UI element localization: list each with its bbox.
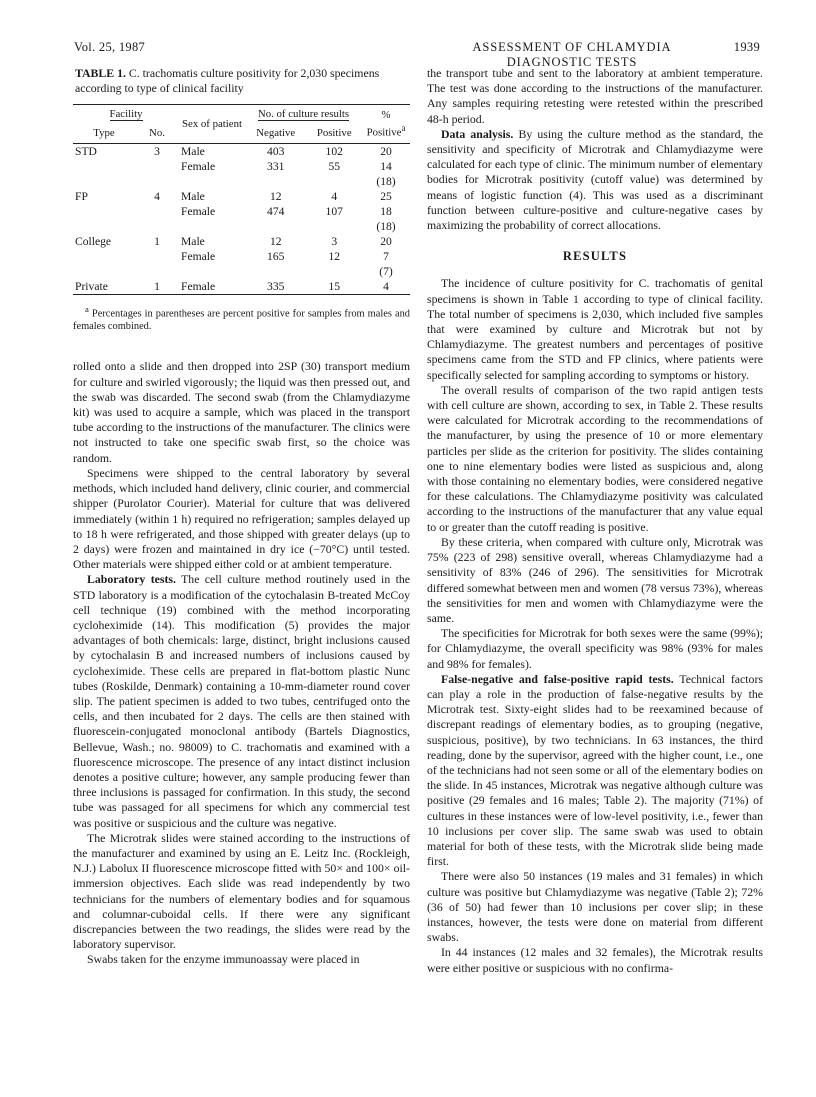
table1-cell-pct: 25 [380,190,392,203]
table1-cell-neg: 335 [267,280,285,293]
paragraph-results-incidence: The incidence of culture positivity for C. trachomatis of genital specimens is shown in Table 1 according to type of clinical facility. The total number of specimens is 2,030, which included five samples that were examined by culture and Microtrak but not by Chlamydiazyme. The greatest numbers and percentages of positive specimens came from the STD and FP clinics, where patients were specifically selected for sampling according to symptoms or history. [427,276,763,382]
table1-head-results: No. of culture results [257,108,350,120]
running-header-title: ASSESSMENT OF CHLAMYDIA DIAGNOSTIC TESTS [472,40,672,69]
table1-cell-no [135,204,179,219]
table1-cell-sex: Male [181,190,205,203]
table1 [73,104,410,295]
table1-cell-type [73,264,135,279]
table1-cell-sex: Female [181,205,216,218]
table1-cell-pos [306,174,362,189]
table1-cell-type: College [75,235,112,248]
table1-cell-no [135,174,179,189]
table1-cell-no [135,159,179,174]
paragraph-transport: the transport tube and sent to the laboratory at ambient temperature. The test was done according to the instructions of the manufacturer. Any samples requiring retesting were retested within the prescribed 48-h period. [427,66,763,126]
table1-row [73,264,410,279]
table1-head-no: No. [149,127,165,139]
table1-row [73,279,410,295]
paragraph-swab-procedure: rolled onto a slide and then dropped into 2SP (30) transport medium for culture and swirled vigorously; the liquid was then pressed out, and the swab was discarded. The second swab (from the Chlamydiazyme kit) was used to acquire a sample, which was placed in the transport tube according to the instructions of the manufacturer. The clinics were not instructed to take one specific swab first, so the choice was random. [73,359,410,465]
table1-cell-pos [306,219,362,234]
table1-head-positive: Positive [316,127,352,139]
table1-cell-no: 1 [154,280,160,293]
table1-cell-type [73,219,135,234]
table1-body [73,144,410,295]
table1-cell-sex: Female [181,280,216,293]
table1-footnote-mark: a [85,304,89,314]
table1-cell-neg: 403 [267,145,285,158]
table1-head-type: Type [93,127,115,139]
page-number: 1939 [733,40,760,54]
table1-cell-neg: 12 [269,190,282,203]
table1-cell-sex: Male [181,235,205,248]
table1-cell-type [73,249,135,264]
paragraph-data-analysis: Data analysis. By using the culture method as the standard, the sensitivity and specificity of Microtrak and Chlamydiazyme were calculated for each type of clinic. The minimum number of elementary bodies for Microtrak positivity (cutoff value) was determined by means of logistic function (4). This was used as a discriminant function between culture-positive and culture-negative cases by maximizing the probability of correct allocations. [427,126,763,233]
table1-cell-pos: 15 [328,280,341,293]
right-column [427,66,763,976]
table1-caption [75,66,408,96]
table1-cell-pos: 12 [328,250,341,263]
table1-head-facility: Facility [109,108,143,120]
table1-cell-sex [179,174,245,189]
left-column [73,66,410,968]
table1-cell-pct: (7) [379,265,393,278]
table1-cell-type [73,174,135,189]
table1-head-sex: Sex of patient [182,117,242,130]
paragraph-results-comparison: The overall results of comparison of the two rapid antigen tests with cell culture are shown, according to sex, in Table 2. These results were calculated for Microtrak according to the recommendations of the manufacturer, by using the presence of 10 or more elementary particles per slide as the criterion for positivity. The slides containing one to nine elementary bodies were listed as suspicious and, along with those containing no elementary bodies, were considered negative for these calculations. The Chlamydiazyme positivity was calculated according to the instructions of the manufacturer that any value equal to or greater than the cutoff reading is positive. [427,382,763,534]
table1-cell-sex: Female [181,250,216,263]
table1-cell-neg [245,219,306,234]
table1-cell-pct: 14 [380,160,392,173]
table1-cell-no [135,264,179,279]
table1-cell-neg: 165 [267,250,285,263]
section-heading-results: RESULTS [562,249,628,264]
table1-cell-neg: 12 [269,235,282,248]
table1-cell-sex: Female [181,160,216,173]
paragraph-chlamydiazyme-negative: There were also 50 instances (19 males and 31 females) in which culture was positive but Chlamydiazyme was negative (Table 2); 72% (36 of 50) had fewer than 10 inclusions per cover slip; in these instances, however, the tests were done on material from different swabs. [427,869,763,945]
paragraph-results-specificity: The specificities for Microtrak for both sexes were the same (99%); for Chlamydiazyme, the overall specificity was 98% (93% for males and 98% for females). [427,626,763,671]
table1-cell-no: 1 [154,235,160,248]
table1-cell-no: 4 [154,190,160,203]
table1-cell-type [73,159,135,174]
table1-cell-pct: (18) [376,220,396,233]
table1-cell-pos [306,264,362,279]
table1-cell-type: STD [75,145,97,158]
paragraph-eia-swabs: Swabs taken for the enzyme immunoassay were placed in [87,952,360,967]
paragraph-false-negative: False-negative and false-positive rapid tests. Technical factors can play a role in the production of false-negative results by the Microtrak test. Sixty-eight slides had to be reexamined because of discrepant readings of elementary bodies, as to grouping (negative, suspicious, positive), by two technicians. In 63 instances, the third reading, done by the supervisor, agreed with the higher count, i.e., one of the technicians had not seen some or all of the elementary bodies on the slide. In 45 instances, Microtrak was negative although culture was positive (29 females and 16 males; Table 2). The majority (71%) of cultures in these instances were of low-level positivity, i.e., fewer than 10 inclusions per cover slip. The same swab was used to obtain material for both of these tests, with the Microtrak slide being made first. [427,671,763,869]
table1-footnote: $^a$ Percentages in parentheses are percent positive for samples from males and females combined. [73,304,410,333]
table1-cell-neg: 474 [267,205,285,218]
table1-row [73,204,410,219]
table1-cell-pct: (18) [376,175,396,188]
table1-head-pct: % Positive$^a$ [366,108,406,139]
table1-cell-no [135,219,179,234]
running-header-volume: Vol. 25, 1987 [74,40,146,54]
table1-cell-sex: Male [181,145,205,158]
table1-row [73,219,410,234]
paragraph-microtrak-staining: The Microtrak slides were stained according to the instructions of the manufacturer and examined by using an E. Leitz Inc. (Rockleigh, N.J.) Labolux II fluorescence microscope fitted with 50× and 100× oil-immersion objectives. Each slide was read independently by two technicians for the numbers of elementary bodies and for squamous and columnar-cuboidal cells. If there were any significant discrepancies between the two readings, the slides were read by the laboratory supervisor. [73,830,410,952]
table1-cell-neg [245,264,306,279]
table1-row [73,144,410,160]
table1-head-pct-mark: a [401,122,406,133]
table1-cell-no [135,249,179,264]
table1-cell-neg [245,174,306,189]
table1-cell-type [73,204,135,219]
paragraph-microtrak-positive: In 44 instances (12 males and 32 females), the Microtrak results were either positive or suspicious with no confirma- [427,945,763,975]
table1-cell-pos: 4 [331,190,338,203]
table1-caption-text: C. trachomatis culture positivity for 2,030 specimens according to type of clinical facility [75,66,380,95]
table1-row [73,234,410,249]
table1-cell-type: Private [75,280,108,293]
table1-label: TABLE 1. [75,66,126,80]
table1-row [73,189,410,204]
paragraph-shipping: Specimens were shipped to the central laboratory by several methods, which included hand delivery, clinic courier, and commercial shipper (Purolator Courier). Material for culture that was delivered immediately (within 1 h) required no refrigeration; samples delayed up to 18 h were refrigerated, and those shipped with greater delays (up to 2 days) were frozen and maintained in dry ice (−70°C) until tested. Other materials were shipped either cold or at ambient temperature. [73,465,410,572]
table1-cell-pos: 102 [325,145,343,158]
table1-cell-pos: 107 [325,205,343,218]
table1-cell-sex [179,219,245,234]
table1-cell-neg: 331 [267,160,285,173]
heading-laboratory-tests: Laboratory tests. [87,572,176,587]
table1-cell-pct: 20 [380,235,392,248]
table1-cell-pct: 18 [380,205,392,218]
table1-cell-pos: 3 [331,235,338,248]
heading-data-analysis: Data analysis. [441,126,514,141]
paragraph-results-sensitivity: By these criteria, when compared with culture only, Microtrak was 75% (223 of 298) sensitive overall, whereas Chlamydiazyme had a sensitivity of 83% (246 of 296). The sensitivities for Microtrak differed somewhat between men and women (78 versus 73%), whereas the sensitivities for men and women with Chlamydiazyme were the same. [427,534,763,625]
table1-row [73,159,410,174]
table1-row [73,174,410,189]
table1-cell-type: FP [75,190,88,203]
table1-cell-pct: 4 [383,280,389,293]
paragraph-laboratory-tests: Laboratory tests. The cell culture method routinely used in the STD laboratory is a modification of the cytochalasin B-treated McCoy cell technique (19) combined with the method incorporating cycloheximide (14). This modification (5) provides the major advantages of both chemicals: large, distinct, bright inclusions caused by cytochalasin B and increased numbers of inclusions caused by cycloheximide. These cells are prepared in flat-bottom plastic Nunc tubes (Roskilde, Denmark) containing a 10-mm-diameter round cover slip. The patient specimen is added to two tubes, centrifuged onto the cells, and then incubated for 2 days. The cells are then stained with fluorescein-conjugated monoclonal antibody (Bartels Diagnostics, Bellevue, Wash.; no. 98009) to C. trachomatis and examined with a fluorescence microscope. The presence of any intact distinct inclusion denotes a positive culture; however, any sample producing fewer than three inclusions is passaged for confirmation. In this study, the second tube was passaged for all specimens for which any commercial test was positive or suspicious and the culture was negative. [73,572,410,830]
table1-cell-no: 3 [154,145,160,158]
table1-row [73,249,410,264]
table1-head-negative: Negative [256,127,296,139]
table1-cell-pct: 7 [383,250,389,263]
heading-false-negative: False-negative and false-positive rapid tests. [441,671,674,686]
table1-cell-pct: 20 [380,145,392,158]
table1-cell-sex [179,264,245,279]
table1-cell-pos: 55 [328,160,341,173]
